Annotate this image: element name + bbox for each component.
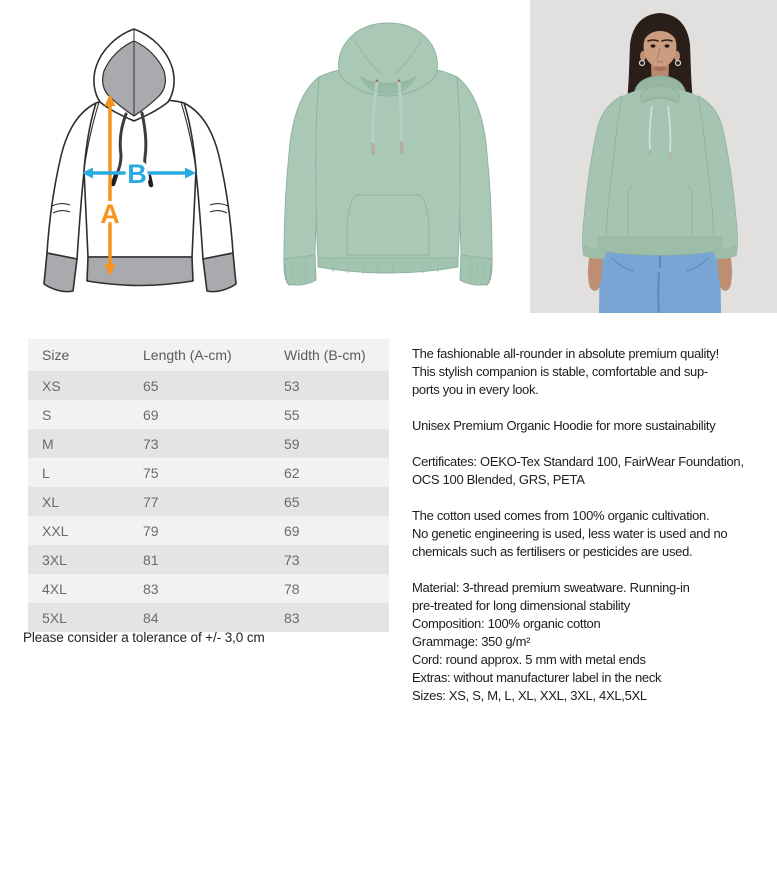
description-line: chemicals such as fertilisers or pesticides are used. — [412, 544, 693, 559]
model-illustration — [530, 0, 777, 313]
description-paragraph — [412, 579, 762, 705]
diagram-hood — [94, 29, 174, 121]
width-column-header: Width (B-cm) — [283, 339, 389, 371]
size-cell: M — [42, 435, 54, 452]
product-description — [412, 345, 762, 723]
size-cell: XL — [42, 493, 60, 510]
size-table-header-row — [28, 339, 389, 371]
description-line: Certificates: OEKO-Tex Standard 100, FairWear Foundation, — [412, 454, 744, 469]
size-cell: XXL — [42, 522, 69, 539]
width-cell: 59 — [284, 435, 300, 452]
table-row — [28, 603, 389, 632]
table-row — [28, 545, 389, 574]
size-cell: XS — [42, 377, 61, 394]
description-line: Extras: without manufacturer label in the neck — [412, 670, 662, 685]
length-cell: 75 — [143, 464, 159, 481]
arrow-b-label: B — [127, 159, 147, 189]
length-cell: 77 — [143, 493, 159, 510]
diagram-body — [84, 99, 196, 285]
description-line: No genetic engineering is used, less water is used and no — [412, 526, 728, 541]
size-cell: L — [42, 464, 50, 481]
description-line: The fashionable all-rounder in absolute premium quality! — [412, 346, 719, 361]
description-line: ports you in every look. — [412, 382, 539, 397]
description-paragraph — [412, 345, 762, 399]
size-table — [28, 339, 389, 632]
description-paragraph — [412, 453, 762, 489]
arrow-a-label: A — [100, 199, 120, 229]
width-cell: 73 — [284, 551, 300, 568]
width-cell: 83 — [284, 609, 300, 626]
table-row — [28, 458, 389, 487]
description-line: Grammage: 350 g/m² — [412, 634, 531, 649]
length-cell: 84 — [143, 609, 159, 626]
description-line: OCS 100 Blended, GRS, PETA — [412, 472, 585, 487]
description-line: Sizes: XS, S, M, L, XL, XXL, 3XL, 4XL,5XL — [412, 688, 647, 703]
width-cell: 53 — [284, 377, 300, 394]
description-line: Material: 3-thread premium sweatware. Running-in — [412, 580, 690, 595]
product-model-photo — [530, 0, 777, 313]
table-row — [28, 574, 389, 603]
table-row — [28, 487, 389, 516]
size-cell: 5XL — [42, 609, 67, 626]
length-cell: 83 — [143, 580, 159, 597]
description-line: pre-treated for long dimensional stability — [412, 598, 630, 613]
product-flat-photo — [263, 15, 513, 310]
size-cell: 4XL — [42, 580, 67, 597]
size-diagram-image — [20, 10, 260, 310]
description-paragraph — [412, 417, 762, 435]
description-line: Unisex Premium Organic Hoodie for more sustainability — [412, 418, 716, 433]
width-cell: 69 — [284, 522, 300, 539]
width-cell: 55 — [284, 406, 300, 423]
table-row — [28, 429, 389, 458]
model-jeans — [599, 246, 721, 313]
flat-hoodie-illustration — [263, 15, 513, 310]
width-cell: 65 — [284, 493, 300, 510]
table-row — [28, 371, 389, 400]
length-column-header: Length (A-cm) — [142, 339, 283, 371]
flat-hood — [339, 23, 438, 96]
length-cell: 69 — [143, 406, 159, 423]
width-cell: 62 — [284, 464, 300, 481]
size-cell: 3XL — [42, 551, 67, 568]
table-row — [28, 516, 389, 545]
tolerance-note: Please consider a tolerance of +/- 3,0 cm — [23, 630, 265, 645]
hoodie-measurement-diagram — [20, 10, 260, 310]
flat-kangaroo-pocket — [347, 195, 429, 255]
description-line: Cord: round approx. 5 mm with metal ends — [412, 652, 646, 667]
size-column-header: Size — [28, 339, 142, 371]
description-line: This stylish companion is stable, comfortable and sup- — [412, 364, 708, 379]
description-line: Composition: 100% organic cotton — [412, 616, 601, 631]
length-cell: 73 — [143, 435, 159, 452]
table-row — [28, 400, 389, 429]
length-cell: 79 — [143, 522, 159, 539]
length-cell: 65 — [143, 377, 159, 394]
length-cell: 81 — [143, 551, 159, 568]
description-paragraph — [412, 507, 762, 561]
description-line: The cotton used comes from 100% organic cultivation. — [412, 508, 710, 523]
width-cell: 78 — [284, 580, 300, 597]
size-cell: S — [42, 406, 52, 423]
